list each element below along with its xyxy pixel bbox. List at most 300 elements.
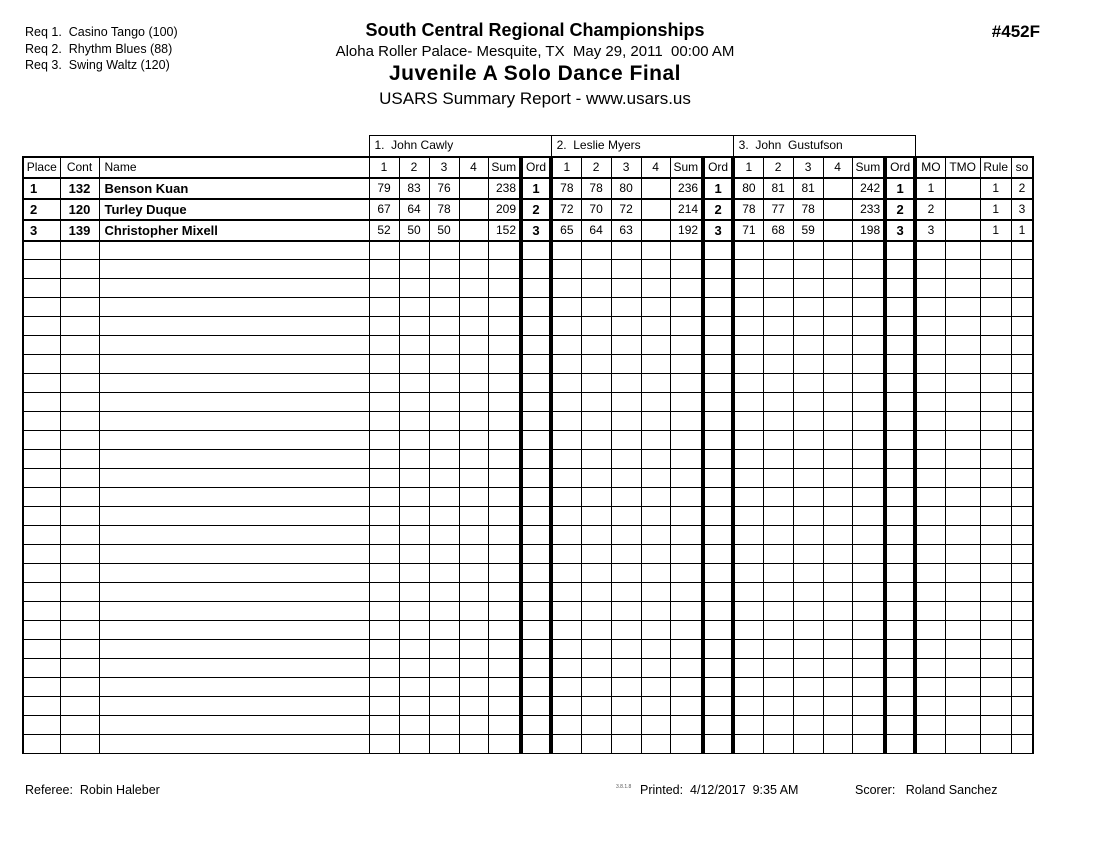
empty-cell bbox=[945, 735, 980, 754]
empty-cell bbox=[1011, 260, 1033, 279]
printed-label: Printed: bbox=[640, 783, 684, 797]
event-number: #452F bbox=[991, 22, 1040, 41]
cell-name: Christopher Mixell bbox=[99, 220, 369, 241]
empty-cell bbox=[793, 279, 823, 298]
cell-tmo bbox=[945, 178, 980, 199]
empty-cell bbox=[980, 488, 1011, 507]
empty-cell bbox=[915, 602, 945, 621]
empty-cell bbox=[793, 469, 823, 488]
empty-cell bbox=[945, 602, 980, 621]
empty-cell bbox=[551, 678, 581, 697]
empty-cell bbox=[429, 336, 459, 355]
empty-cell bbox=[99, 450, 369, 469]
empty-cell bbox=[852, 697, 885, 716]
empty-cell bbox=[488, 488, 521, 507]
empty-cell bbox=[459, 317, 488, 336]
empty-cell bbox=[670, 241, 703, 260]
empty-cell bbox=[581, 545, 611, 564]
header-tmo: TMO bbox=[945, 157, 980, 178]
empty-cell bbox=[369, 640, 399, 659]
referee-name: Robin Haleber bbox=[79, 783, 160, 797]
empty-cell bbox=[885, 241, 915, 260]
empty-cell bbox=[521, 393, 551, 412]
empty-cell bbox=[852, 716, 885, 735]
empty-cell bbox=[945, 431, 980, 450]
empty-cell bbox=[852, 260, 885, 279]
empty-cell bbox=[459, 355, 488, 374]
cell-rule: 1 bbox=[980, 199, 1011, 220]
empty-cell bbox=[99, 336, 369, 355]
empty-cell bbox=[551, 564, 581, 583]
empty-cell bbox=[703, 298, 733, 317]
empty-cell bbox=[488, 393, 521, 412]
empty-cell bbox=[852, 412, 885, 431]
empty-cell bbox=[823, 583, 852, 602]
empty-cell bbox=[369, 317, 399, 336]
cell-score: 63 bbox=[611, 220, 641, 241]
empty-cell bbox=[852, 279, 885, 298]
empty-cell bbox=[551, 298, 581, 317]
header-score-4: 4 bbox=[459, 157, 488, 178]
empty-cell bbox=[885, 469, 915, 488]
empty-cell bbox=[641, 545, 670, 564]
empty-cell bbox=[885, 317, 915, 336]
empty-cell bbox=[551, 279, 581, 298]
empty-cell bbox=[429, 735, 459, 754]
empty-cell bbox=[980, 526, 1011, 545]
empty-cell bbox=[369, 526, 399, 545]
empty-cell bbox=[488, 450, 521, 469]
cell-score bbox=[459, 199, 488, 220]
empty-cell bbox=[763, 735, 793, 754]
empty-cell bbox=[488, 241, 521, 260]
empty-cell bbox=[885, 640, 915, 659]
empty-cell bbox=[521, 355, 551, 374]
empty-cell bbox=[429, 678, 459, 697]
empty-cell bbox=[641, 317, 670, 336]
empty-cell bbox=[733, 735, 763, 754]
empty-cell bbox=[763, 279, 793, 298]
empty-cell bbox=[369, 260, 399, 279]
empty-cell bbox=[429, 355, 459, 374]
empty-cell bbox=[763, 716, 793, 735]
empty-cell bbox=[885, 678, 915, 697]
empty-cell bbox=[551, 621, 581, 640]
empty-cell bbox=[369, 716, 399, 735]
header-score-3: 3 bbox=[611, 157, 641, 178]
empty-cell bbox=[488, 431, 521, 450]
empty-cell bbox=[793, 355, 823, 374]
empty-cell bbox=[641, 716, 670, 735]
empty-cell bbox=[369, 336, 399, 355]
empty-cell bbox=[915, 393, 945, 412]
empty-cell bbox=[885, 374, 915, 393]
empty-cell bbox=[670, 507, 703, 526]
empty-cell bbox=[670, 450, 703, 469]
empty-cell bbox=[99, 279, 369, 298]
empty-cell bbox=[823, 412, 852, 431]
empty-cell bbox=[60, 336, 99, 355]
empty-cell bbox=[852, 507, 885, 526]
scorer-line bbox=[855, 783, 997, 797]
report-type-line: USARS Summary Report - www.usars.us bbox=[379, 89, 691, 108]
empty-row bbox=[23, 412, 1033, 431]
empty-cell bbox=[60, 393, 99, 412]
empty-cell bbox=[581, 374, 611, 393]
empty-cell bbox=[915, 431, 945, 450]
empty-cell bbox=[459, 583, 488, 602]
cell-score bbox=[641, 199, 670, 220]
empty-cell bbox=[23, 279, 60, 298]
empty-cell bbox=[429, 621, 459, 640]
empty-cell bbox=[551, 716, 581, 735]
empty-cell bbox=[521, 716, 551, 735]
empty-cell bbox=[980, 374, 1011, 393]
empty-cell bbox=[703, 640, 733, 659]
empty-cell bbox=[399, 621, 429, 640]
empty-cell bbox=[703, 431, 733, 450]
empty-cell bbox=[99, 469, 369, 488]
empty-row bbox=[23, 583, 1033, 602]
empty-cell bbox=[488, 336, 521, 355]
empty-cell bbox=[945, 640, 980, 659]
empty-cell bbox=[641, 564, 670, 583]
empty-cell bbox=[99, 564, 369, 583]
empty-cell bbox=[793, 317, 823, 336]
empty-cell bbox=[23, 564, 60, 583]
empty-row bbox=[23, 355, 1033, 374]
printed-line bbox=[640, 783, 798, 797]
empty-cell bbox=[429, 279, 459, 298]
empty-row bbox=[23, 526, 1033, 545]
empty-cell bbox=[60, 678, 99, 697]
empty-cell bbox=[459, 336, 488, 355]
cell-so: 1 bbox=[1011, 220, 1033, 241]
empty-cell bbox=[459, 507, 488, 526]
header-sum: Sum bbox=[852, 157, 885, 178]
empty-cell bbox=[99, 507, 369, 526]
empty-cell bbox=[23, 336, 60, 355]
empty-cell bbox=[670, 488, 703, 507]
empty-cell bbox=[793, 526, 823, 545]
empty-cell bbox=[703, 450, 733, 469]
empty-cell bbox=[793, 697, 823, 716]
empty-cell bbox=[551, 697, 581, 716]
empty-cell bbox=[763, 659, 793, 678]
cell-place: 2 bbox=[23, 199, 60, 220]
empty-cell bbox=[99, 602, 369, 621]
empty-cell bbox=[429, 602, 459, 621]
cell-score: 78 bbox=[581, 178, 611, 199]
empty-cell bbox=[99, 735, 369, 754]
empty-cell bbox=[703, 279, 733, 298]
empty-cell bbox=[641, 583, 670, 602]
empty-cell bbox=[521, 336, 551, 355]
empty-cell bbox=[670, 260, 703, 279]
empty-cell bbox=[915, 336, 945, 355]
cell-sum: 152 bbox=[488, 220, 521, 241]
empty-cell bbox=[915, 241, 945, 260]
cell-ord: 1 bbox=[885, 178, 915, 199]
empty-cell bbox=[399, 735, 429, 754]
scorer-name: Roland Sanchez bbox=[905, 783, 998, 797]
empty-cell bbox=[980, 507, 1011, 526]
empty-cell bbox=[641, 260, 670, 279]
empty-cell bbox=[429, 469, 459, 488]
empty-row bbox=[23, 735, 1033, 754]
empty-cell bbox=[945, 412, 980, 431]
empty-cell bbox=[915, 279, 945, 298]
empty-cell bbox=[399, 716, 429, 735]
empty-cell bbox=[823, 507, 852, 526]
empty-cell bbox=[733, 469, 763, 488]
empty-cell bbox=[793, 241, 823, 260]
empty-cell bbox=[60, 374, 99, 393]
empty-cell bbox=[823, 716, 852, 735]
cell-tmo bbox=[945, 220, 980, 241]
empty-cell bbox=[980, 583, 1011, 602]
empty-cell bbox=[980, 659, 1011, 678]
empty-cell bbox=[399, 393, 429, 412]
empty-cell bbox=[611, 336, 641, 355]
empty-cell bbox=[793, 583, 823, 602]
cell-ord: 3 bbox=[521, 220, 551, 241]
empty-cell bbox=[1011, 659, 1033, 678]
empty-cell bbox=[1011, 393, 1033, 412]
empty-cell bbox=[945, 469, 980, 488]
empty-cell bbox=[399, 488, 429, 507]
empty-cell bbox=[945, 621, 980, 640]
empty-cell bbox=[60, 697, 99, 716]
empty-cell bbox=[611, 298, 641, 317]
empty-cell bbox=[581, 469, 611, 488]
empty-cell bbox=[1011, 241, 1033, 260]
empty-cell bbox=[670, 279, 703, 298]
empty-cell bbox=[459, 469, 488, 488]
empty-cell bbox=[980, 241, 1011, 260]
empty-cell bbox=[763, 545, 793, 564]
empty-cell bbox=[763, 355, 793, 374]
cell-ord: 1 bbox=[703, 178, 733, 199]
cell-ord: 2 bbox=[885, 199, 915, 220]
venue-date-line: Aloha Roller Palace- Mesquite, TX May 29, 2011 00:00 AM bbox=[335, 43, 735, 60]
empty-cell bbox=[885, 355, 915, 374]
empty-cell bbox=[1011, 526, 1033, 545]
empty-cell bbox=[23, 621, 60, 640]
cell-ord: 3 bbox=[885, 220, 915, 241]
empty-cell bbox=[641, 374, 670, 393]
cell-score: 71 bbox=[733, 220, 763, 241]
empty-cell bbox=[551, 545, 581, 564]
empty-cell bbox=[915, 450, 945, 469]
empty-cell bbox=[733, 317, 763, 336]
empty-cell bbox=[763, 336, 793, 355]
judge-3-name: 3. John Gustufson bbox=[733, 136, 915, 157]
empty-cell bbox=[369, 241, 399, 260]
empty-cell bbox=[980, 260, 1011, 279]
empty-cell bbox=[99, 260, 369, 279]
empty-cell bbox=[793, 260, 823, 279]
empty-cell bbox=[641, 279, 670, 298]
empty-cell bbox=[670, 716, 703, 735]
requirement-line: Req 3. Swing Waltz (120) bbox=[25, 58, 170, 72]
empty-cell bbox=[980, 393, 1011, 412]
empty-cell bbox=[641, 412, 670, 431]
cell-score: 81 bbox=[763, 178, 793, 199]
empty-cell bbox=[915, 735, 945, 754]
empty-cell bbox=[670, 374, 703, 393]
empty-cell bbox=[369, 469, 399, 488]
empty-cell bbox=[915, 564, 945, 583]
empty-cell bbox=[459, 412, 488, 431]
cell-sum: 238 bbox=[488, 178, 521, 199]
empty-cell bbox=[488, 583, 521, 602]
empty-cell bbox=[980, 336, 1011, 355]
empty-cell bbox=[641, 602, 670, 621]
empty-cell bbox=[763, 260, 793, 279]
cell-cont: 132 bbox=[60, 178, 99, 199]
header-ord: Ord bbox=[521, 157, 551, 178]
empty-cell bbox=[488, 317, 521, 336]
empty-cell bbox=[980, 469, 1011, 488]
header-score-2: 2 bbox=[763, 157, 793, 178]
judge-2-name: 2. Leslie Myers bbox=[551, 136, 733, 157]
empty-cell bbox=[823, 355, 852, 374]
empty-cell bbox=[581, 640, 611, 659]
empty-cell bbox=[459, 735, 488, 754]
empty-cell bbox=[915, 583, 945, 602]
empty-cell bbox=[670, 659, 703, 678]
empty-row bbox=[23, 697, 1033, 716]
empty-cell bbox=[488, 678, 521, 697]
empty-cell bbox=[23, 697, 60, 716]
empty-cell bbox=[885, 488, 915, 507]
empty-cell bbox=[703, 336, 733, 355]
header-score-1: 1 bbox=[369, 157, 399, 178]
cell-cont: 139 bbox=[60, 220, 99, 241]
cell-ord: 1 bbox=[521, 178, 551, 199]
software-version: 3.8.1.8 bbox=[616, 784, 632, 790]
cell-sum: 236 bbox=[670, 178, 703, 199]
empty-cell bbox=[99, 374, 369, 393]
empty-cell bbox=[793, 621, 823, 640]
empty-cell bbox=[945, 241, 980, 260]
empty-cell bbox=[1011, 716, 1033, 735]
empty-cell bbox=[488, 697, 521, 716]
header-score-4: 4 bbox=[823, 157, 852, 178]
empty-cell bbox=[399, 412, 429, 431]
empty-cell bbox=[733, 412, 763, 431]
empty-cell bbox=[1011, 279, 1033, 298]
empty-cell bbox=[670, 298, 703, 317]
empty-cell bbox=[521, 564, 551, 583]
empty-cell bbox=[793, 507, 823, 526]
empty-cell bbox=[99, 317, 369, 336]
empty-cell bbox=[399, 260, 429, 279]
empty-row bbox=[23, 564, 1033, 583]
empty-cell bbox=[980, 298, 1011, 317]
empty-cell bbox=[521, 279, 551, 298]
cell-sum: 242 bbox=[852, 178, 885, 199]
empty-cell bbox=[763, 374, 793, 393]
empty-cell bbox=[611, 488, 641, 507]
cell-score: 64 bbox=[399, 199, 429, 220]
empty-row bbox=[23, 336, 1033, 355]
empty-cell bbox=[852, 659, 885, 678]
empty-cell bbox=[885, 526, 915, 545]
cell-name: Turley Duque bbox=[99, 199, 369, 220]
empty-cell bbox=[1011, 602, 1033, 621]
empty-cell bbox=[980, 640, 1011, 659]
empty-cell bbox=[763, 298, 793, 317]
empty-cell bbox=[581, 279, 611, 298]
empty-cell bbox=[399, 583, 429, 602]
empty-cell bbox=[823, 431, 852, 450]
empty-cell bbox=[399, 564, 429, 583]
empty-cell bbox=[885, 659, 915, 678]
empty-cell bbox=[99, 355, 369, 374]
cell-score: 68 bbox=[763, 220, 793, 241]
empty-cell bbox=[369, 507, 399, 526]
empty-cell bbox=[23, 469, 60, 488]
empty-cell bbox=[551, 241, 581, 260]
cell-score: 65 bbox=[551, 220, 581, 241]
empty-cell bbox=[1011, 640, 1033, 659]
empty-cell bbox=[852, 621, 885, 640]
empty-cell bbox=[703, 241, 733, 260]
empty-cell bbox=[429, 431, 459, 450]
cell-score: 59 bbox=[793, 220, 823, 241]
empty-cell bbox=[703, 469, 733, 488]
empty-cell bbox=[429, 260, 459, 279]
empty-cell bbox=[23, 640, 60, 659]
judge-names-row bbox=[23, 136, 1033, 157]
empty-cell bbox=[23, 298, 60, 317]
empty-cell bbox=[99, 431, 369, 450]
empty-cell bbox=[99, 716, 369, 735]
empty-cell bbox=[793, 488, 823, 507]
empty-cell bbox=[1011, 431, 1033, 450]
empty-cell bbox=[945, 545, 980, 564]
empty-row bbox=[23, 260, 1033, 279]
empty-cell bbox=[459, 621, 488, 640]
empty-cell bbox=[551, 735, 581, 754]
empty-cell bbox=[945, 336, 980, 355]
empty-cell bbox=[852, 298, 885, 317]
empty-cell bbox=[429, 412, 459, 431]
empty-cell bbox=[885, 393, 915, 412]
empty-cell bbox=[369, 697, 399, 716]
empty-cell bbox=[429, 640, 459, 659]
empty-cell bbox=[823, 298, 852, 317]
empty-cell bbox=[23, 431, 60, 450]
empty-cell bbox=[763, 412, 793, 431]
empty-cell bbox=[60, 507, 99, 526]
empty-cell bbox=[915, 317, 945, 336]
empty-cell bbox=[99, 241, 369, 260]
empty-cell bbox=[60, 564, 99, 583]
empty-cell bbox=[399, 374, 429, 393]
empty-cell bbox=[641, 735, 670, 754]
empty-cell bbox=[1011, 583, 1033, 602]
empty-cell bbox=[852, 374, 885, 393]
empty-cell bbox=[611, 583, 641, 602]
empty-cell bbox=[23, 317, 60, 336]
empty-cell bbox=[980, 716, 1011, 735]
empty-cell bbox=[488, 298, 521, 317]
empty-cell bbox=[611, 545, 641, 564]
header-score-2: 2 bbox=[581, 157, 611, 178]
